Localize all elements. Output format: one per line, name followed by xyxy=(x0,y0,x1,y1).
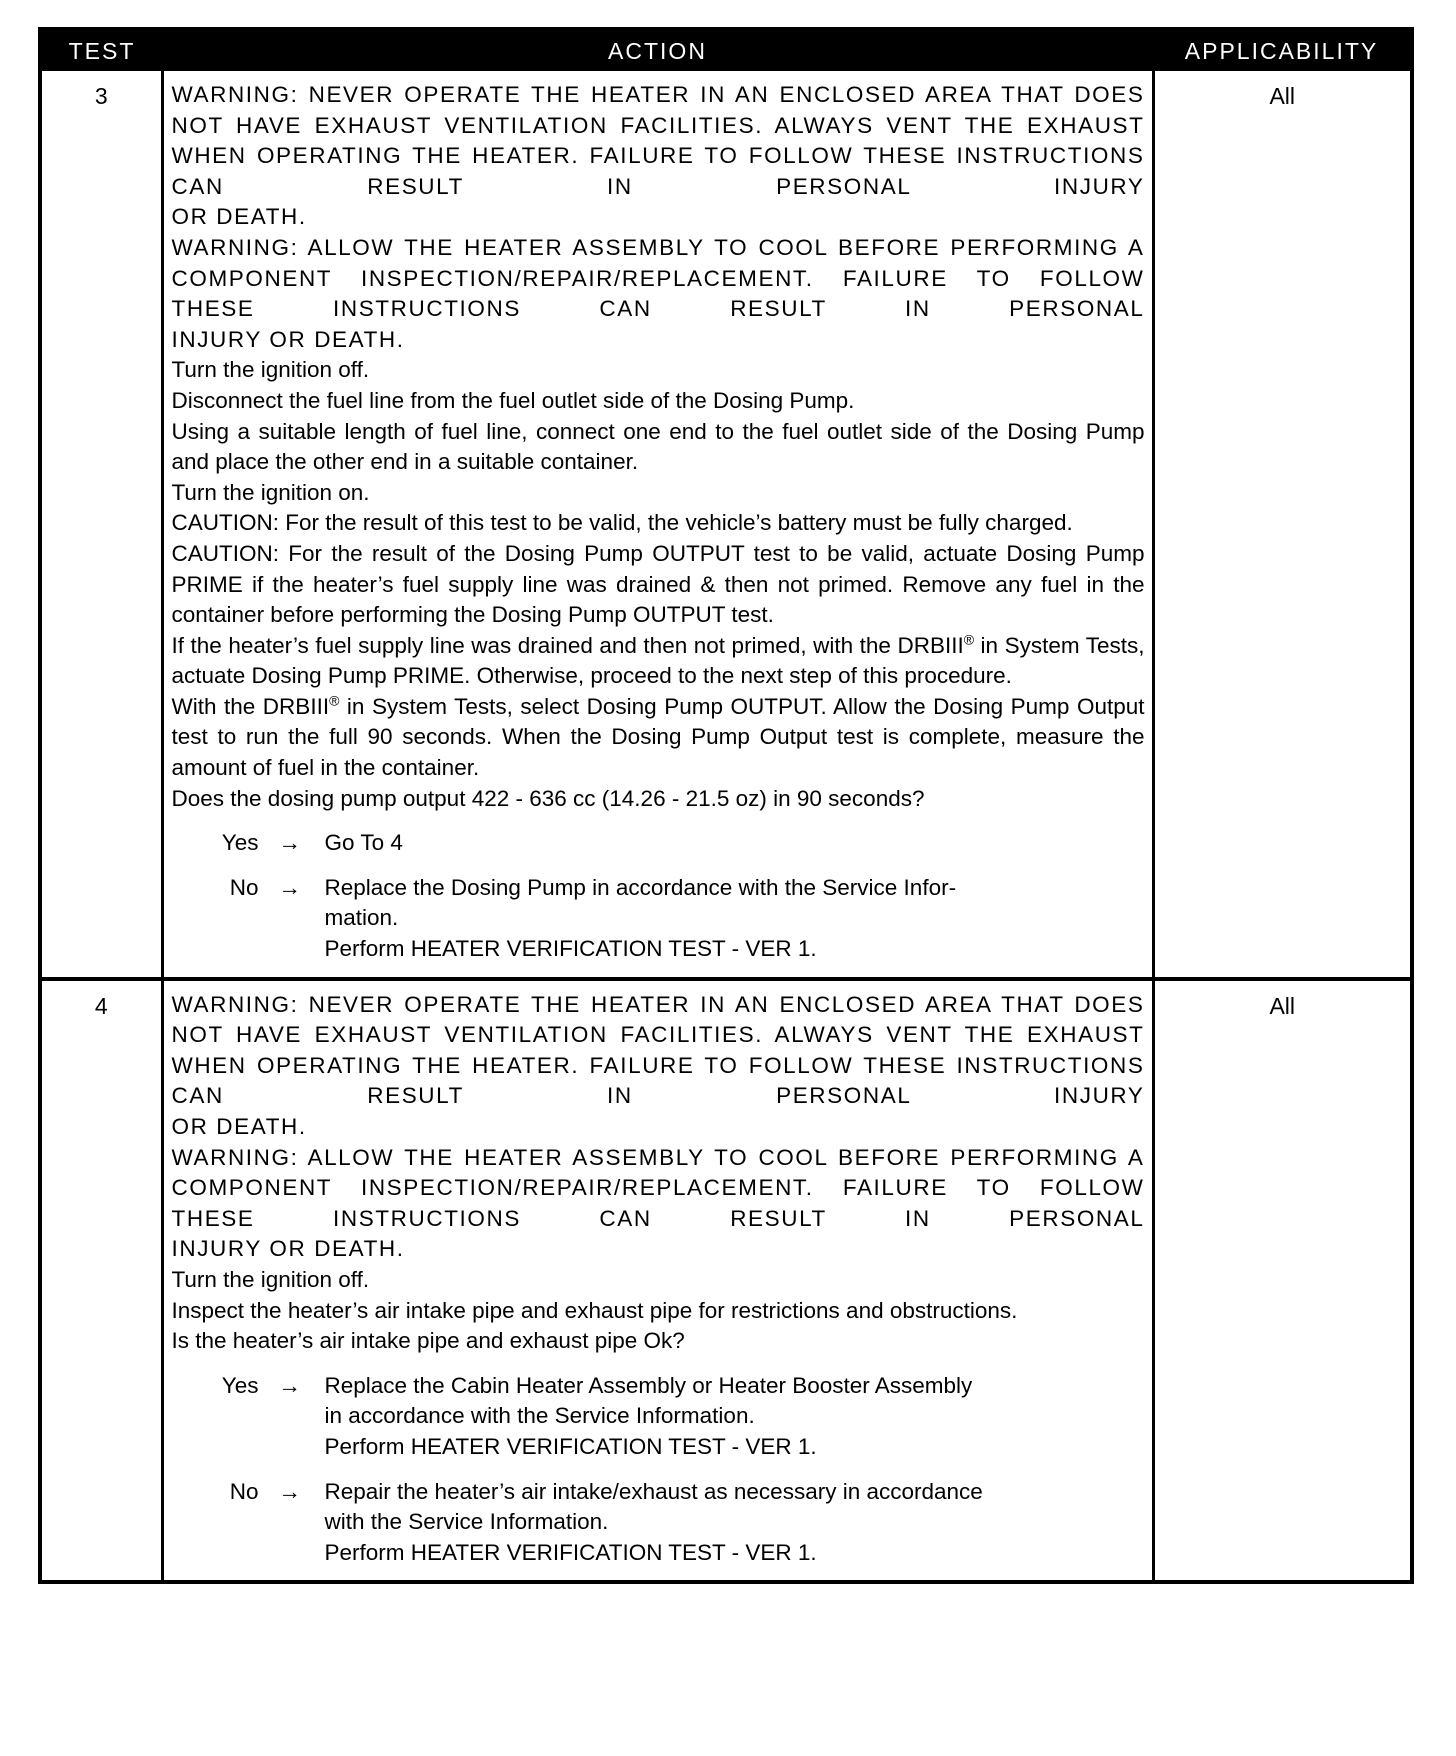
no-text xyxy=(325,873,1145,965)
step-inspect-pipes: Inspect the heater’s air intake pipe and exhaust pipe for restrictions and obstructions. xyxy=(171,1297,1018,1323)
step-output-text-cont: in System Tests, select Dosing Pump OUTPUT. Allow the Dosing Pump Output test to run the full 90 seconds. When the Dosing Pump Output test is complete, measure the amount of fuel in the container. xyxy=(171,693,1145,781)
caution-output-test: CAUTION: For the result of the Dosing Pump OUTPUT test to be valid, actuate Dosing Pump PRIME if the heater’s fuel supply line was drained & then not primed. Remove any fuel in the container before performing the Dosing Pump OUTPUT test. xyxy=(171,540,1145,628)
step-connect-fuel-line: Using a suitable length of fuel line, connect one end to the fuel outlet side of the Dosing Pump and place the other end in a suitable container. xyxy=(171,418,1145,475)
step-ignition-on: Turn the ignition on. xyxy=(171,479,370,505)
warning-cool-down xyxy=(172,233,1145,355)
test-number: 3 xyxy=(40,71,162,979)
response-yes xyxy=(172,828,1145,859)
step-output-text: With the DRBIII xyxy=(171,693,330,719)
no-text-line: Perform HEATER VERIFICATION TEST - VER 1. xyxy=(324,936,817,962)
yes-text xyxy=(325,828,1145,859)
applicability-value: All xyxy=(1153,71,1412,979)
applicability-value: All xyxy=(1153,979,1412,1583)
warning-ventilation xyxy=(172,990,1145,1143)
arrow-right-icon: → xyxy=(278,1372,301,1398)
header-test: TEST xyxy=(40,29,162,71)
warning-text-end: OR DEATH. xyxy=(171,204,307,230)
arrow-right-icon: → xyxy=(278,830,301,856)
yes-text-line: Perform HEATER VERIFICATION TEST - VER 1. xyxy=(324,1433,817,1459)
table-row-test-4 xyxy=(40,979,1412,1583)
yes-label: Yes xyxy=(221,830,259,856)
yes-text-line: Replace the Cabin Heater Assembly or Heater Booster Assembly xyxy=(324,1372,973,1398)
action-cell xyxy=(162,71,1153,979)
no-text-line: Perform HEATER VERIFICATION TEST - VER 1. xyxy=(324,1539,817,1565)
registered-mark: ® xyxy=(329,692,340,709)
step-output xyxy=(172,692,1145,784)
caution-battery: CAUTION: For the result of this test to be valid, the vehicle’s battery must be fully charged. xyxy=(171,510,1073,536)
warning-ventilation xyxy=(172,80,1145,233)
warning-text-end: OR DEATH. xyxy=(171,1114,307,1139)
table-row-test-3 xyxy=(40,71,1412,979)
no-text-line: Replace the Dosing Pump in accordance with the Service Infor- xyxy=(324,874,957,900)
response-no xyxy=(172,873,1145,965)
no-text xyxy=(325,1477,1145,1569)
header-applicability: APPLICABILITY xyxy=(1153,29,1412,71)
warning-text: WARNING: NEVER OPERATE THE HEATER IN AN ENCLOSED AREA THAT DOES NOT HAVE EXHAUST VENTILATION FACILITIES. ALWAYS VENT THE EXHAUST WHEN OPERATING THE HEATER. FAILURE TO FOLLOW THESE INSTRUCTIONS CAN RESULT IN PERSONAL INJURY xyxy=(171,991,1145,1109)
yes-label: Yes xyxy=(221,1372,259,1398)
warning-cool-down xyxy=(172,1143,1145,1265)
no-text-line: mation. xyxy=(324,905,399,931)
question: Does the dosing pump output 422 - 636 cc (14.26 - 21.5 oz) in 90 seconds? xyxy=(171,785,925,811)
step-ignition-off: Turn the ignition off. xyxy=(171,357,370,383)
registered-mark: ® xyxy=(963,631,975,648)
warning-text: WARNING: ALLOW THE HEATER ASSEMBLY TO COOL BEFORE PERFORMING A COMPONENT INSPECTION/REPAIR/REPLACEMENT. FAILURE TO FOLLOW THESE INSTRUCTIONS CAN RESULT IN PERSONAL xyxy=(171,234,1145,322)
warning-text-end: INJURY OR DEATH. xyxy=(171,326,405,352)
no-label: No xyxy=(229,874,259,900)
step-prime xyxy=(172,631,1145,692)
no-label: No xyxy=(229,1478,259,1504)
step-prime-text-cont: in System Tests, actuate Dosing Pump PRIME. Otherwise, proceed to the next step of this procedure. xyxy=(171,632,1145,689)
response-yes xyxy=(172,1371,1145,1463)
diagnostic-test-table xyxy=(38,27,1414,1584)
yes-text xyxy=(325,1371,1145,1463)
arrow-right-icon: → xyxy=(278,1478,301,1504)
warning-text: WARNING: NEVER OPERATE THE HEATER IN AN ENCLOSED AREA THAT DOES NOT HAVE EXHAUST VENTILATION FACILITIES. ALWAYS VENT THE EXHAUST WHEN OPERATING THE HEATER. FAILURE TO FOLLOW THESE INSTRUCTIONS CAN RESULT IN PERSONAL INJURY xyxy=(171,82,1145,199)
header-action: ACTION xyxy=(162,29,1153,71)
arrow-right-icon: → xyxy=(278,874,301,900)
action-cell xyxy=(162,979,1153,1583)
warning-text-end: INJURY OR DEATH. xyxy=(171,1236,405,1262)
table-header-row xyxy=(40,29,1412,71)
yes-text-line: in accordance with the Service Information. xyxy=(324,1403,755,1429)
question: Is the heater’s air intake pipe and exhaust pipe Ok? xyxy=(171,1328,685,1354)
step-ignition-off: Turn the ignition off. xyxy=(171,1266,370,1292)
no-text-line: with the Service Information. xyxy=(324,1509,609,1535)
yes-goto: Go To 4 xyxy=(324,830,403,856)
step-disconnect-fuel-line: Disconnect the fuel line from the fuel outlet side of the Dosing Pump. xyxy=(171,387,855,413)
response-no xyxy=(172,1477,1145,1569)
step-prime-text: If the heater’s fuel supply line was drained and then not primed, with the DRBIII xyxy=(171,632,964,658)
no-text-line: Repair the heater’s air intake/exhaust as necessary in accordance xyxy=(324,1478,983,1504)
warning-text: WARNING: ALLOW THE HEATER ASSEMBLY TO COOL BEFORE PERFORMING A COMPONENT INSPECTION/REPAIR/REPLACEMENT. FAILURE TO FOLLOW THESE INSTRUCTIONS CAN RESULT IN PERSONAL xyxy=(171,1144,1145,1231)
test-number: 4 xyxy=(40,979,162,1583)
